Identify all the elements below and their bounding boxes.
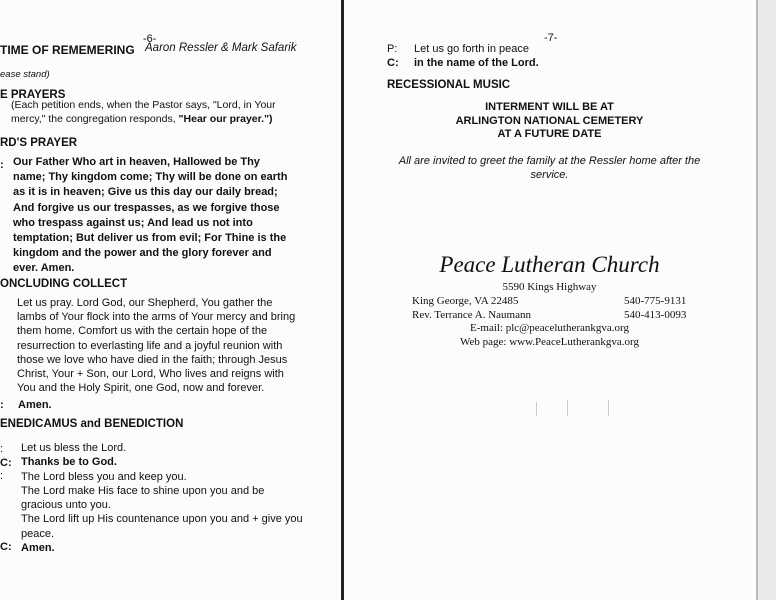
bene-line: The Lord bless you and keep you. — [21, 470, 187, 483]
church-city: King George, VA 22485 — [412, 295, 519, 307]
bene-line: Amen. — [21, 542, 55, 555]
lords-prayer-line: as it is in heaven; Give us this day our daily bread; — [13, 186, 278, 199]
pastor-name: Rev. Terrance A. Naumann — [412, 309, 531, 321]
dismissal-p-text: Let us go forth in peace — [414, 43, 529, 55]
page-edge — [756, 0, 776, 600]
bene-line: peace. — [21, 527, 55, 540]
collect-line: You and the Holy Spirit, one God, now and forever. — [17, 382, 265, 395]
collect-line: them home. Comfort us with the certain hope of the — [17, 325, 268, 338]
prayers-line: mercy," the congregation responds, — [11, 113, 179, 125]
bene-line: gracious unto you. — [21, 499, 111, 512]
scan-mark — [536, 402, 537, 416]
lords-prayer-line: who trespass against us; And lead us not into — [13, 216, 253, 229]
collect-line: lambs of Your flock into the arms of Your mercy and bring — [17, 311, 296, 324]
prayers-heading: E PRAYERS — [0, 89, 66, 101]
tribute-names: Aaron Ressler & Mark Safarik — [145, 42, 297, 54]
scan-mark — [567, 400, 568, 416]
collect-line: Let us pray. Lord God, our Shepherd, You gather the — [17, 297, 273, 309]
collect-text — [17, 296, 295, 395]
lords-prayer-line: Our Father Who art in heaven, Hallowed be Thy — [13, 156, 260, 168]
bene-speaker: C: — [0, 541, 12, 553]
invite-line: All are invited to greet the family at the Ressler home after the — [398, 155, 701, 167]
left-page — [0, 0, 342, 600]
collect-line: those we love who have died in the faith; through Jesus — [17, 353, 288, 366]
collect-amen: Amen. — [18, 399, 52, 411]
bene-speaker: C: — [0, 457, 12, 469]
church-address: 5590 Kings Highway — [502, 281, 597, 293]
lords-prayer-line: ever. Amen. — [13, 262, 75, 275]
church-phone-2: 540-413-0093 — [624, 309, 687, 321]
dismissal-p-speaker: P: — [387, 43, 398, 55]
lords-prayer-line: temptation; But deliver us from evil; For Thine is the — [13, 232, 287, 245]
lords-prayer-text — [13, 155, 287, 277]
collect-heading: ONCLUDING COLLECT — [0, 278, 128, 290]
recessional-heading: RECESSIONAL MUSIC — [387, 79, 511, 91]
bene-line: Let us bless the Lord. — [21, 442, 127, 454]
benediction-text — [21, 441, 303, 555]
church-name: Peace Lutheran Church — [439, 252, 660, 277]
invite-line: service. — [530, 169, 569, 181]
interment-line: ARLINGTON NATIONAL CEMETERY — [455, 115, 644, 127]
lords-prayer-speaker: : — [0, 159, 4, 171]
collect-line: Christ, Your + Son, our Lord, Who lives and reigns with — [17, 368, 284, 381]
dismissal-c-text: in the name of the Lord. — [414, 57, 539, 69]
bene-line: Thanks be to God. — [21, 456, 117, 469]
church-email: E-mail: plc@peacelutherankgva.org — [470, 322, 629, 334]
lords-prayer-heading: RD'S PRAYER — [0, 137, 78, 149]
prayers-line: (Each petition ends, when the Pastor says, "Lord, in Your — [11, 99, 276, 111]
lords-prayer-line: name; Thy kingdom come; Thy will be done on earth — [13, 171, 288, 184]
bene-line: The Lord make His face to shine upon you and be — [21, 484, 265, 497]
collect-line: resurrection to everlasting life and a joyful reunion with — [17, 339, 283, 352]
bene-line: The Lord lift up His countenance upon you and + give you — [21, 513, 303, 526]
interment-line: AT A FUTURE DATE — [497, 128, 602, 140]
church-website: Web page: www.PeaceLutherankgva.org — [459, 336, 640, 348]
church-phone-1: 540-775-9131 — [624, 295, 687, 307]
stand-note: ease stand) — [0, 69, 50, 80]
page-number-left: -6- — [143, 33, 157, 45]
scan-mark — [608, 400, 609, 416]
bene-speaker: : — [0, 470, 4, 482]
interment-line: INTERMENT WILL BE AT — [485, 101, 614, 113]
lords-prayer-line: And forgive us our trespasses, as we forgive those — [13, 201, 280, 214]
tribute-title: TIME OF REMEMERING — [0, 43, 135, 57]
dismissal-c-speaker: C: — [387, 57, 399, 69]
page-number-right: -7- — [544, 32, 558, 44]
collect-amen-speaker: : — [0, 399, 4, 411]
bene-speaker: : — [0, 443, 4, 455]
prayers-instructions — [11, 98, 276, 126]
lords-prayer-line: kingdom and the power and the glory forever and — [13, 247, 272, 260]
right-page — [344, 0, 756, 600]
benediction-heading: ENEDICAMUS and BENEDICTION — [0, 418, 184, 430]
prayers-response: "Hear our prayer.") — [178, 113, 273, 125]
